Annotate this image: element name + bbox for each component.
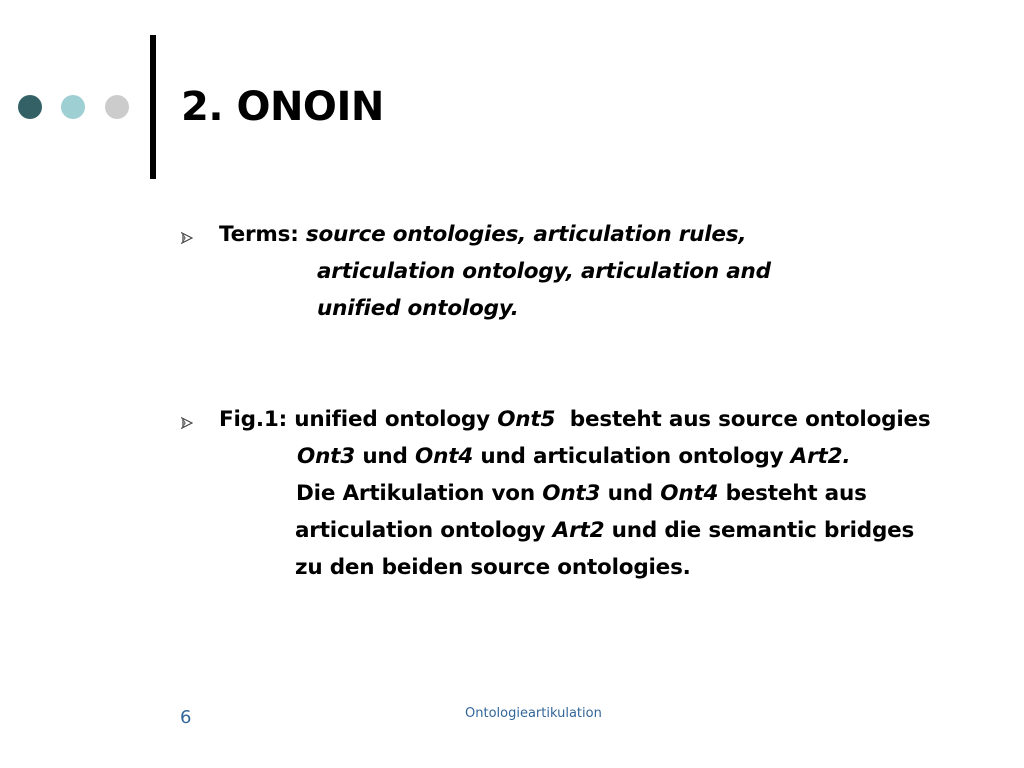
bullet-2-line-5: zu den beiden source ontologies. [295, 555, 691, 580]
title-divider [150, 35, 156, 179]
bullet-2-line-2: Ont3 und Ont4 und articulation ontology Art2. [297, 444, 851, 469]
footer-title: Ontologieartikulation [465, 706, 602, 721]
page-number: 6 [180, 707, 192, 728]
bullet-2-line-3: Die Artikulation von Ont3 und Ont4 besteht aus [296, 481, 867, 506]
bullet-1-line-2: articulation ontology, articulation and [317, 259, 771, 284]
decorative-dot-light [61, 95, 85, 119]
arrow-bullet-icon [181, 417, 193, 429]
slide-title: 2. ONOIN [181, 84, 384, 130]
decorative-dot-dark [18, 95, 42, 119]
bullet-2-line-4: articulation ontology Art2 und die semantic bridges [295, 518, 915, 543]
arrow-bullet-icon [181, 232, 193, 244]
bullet-1-line-3: unified ontology. [317, 296, 519, 321]
decorative-dot-gray [105, 95, 129, 119]
bullet-2-line-1: Fig.1: unified ontology Ont5 besteht aus source ontologies [219, 407, 931, 432]
bullet-1-line-1: Terms: source ontologies, articulation rules, [219, 222, 747, 247]
